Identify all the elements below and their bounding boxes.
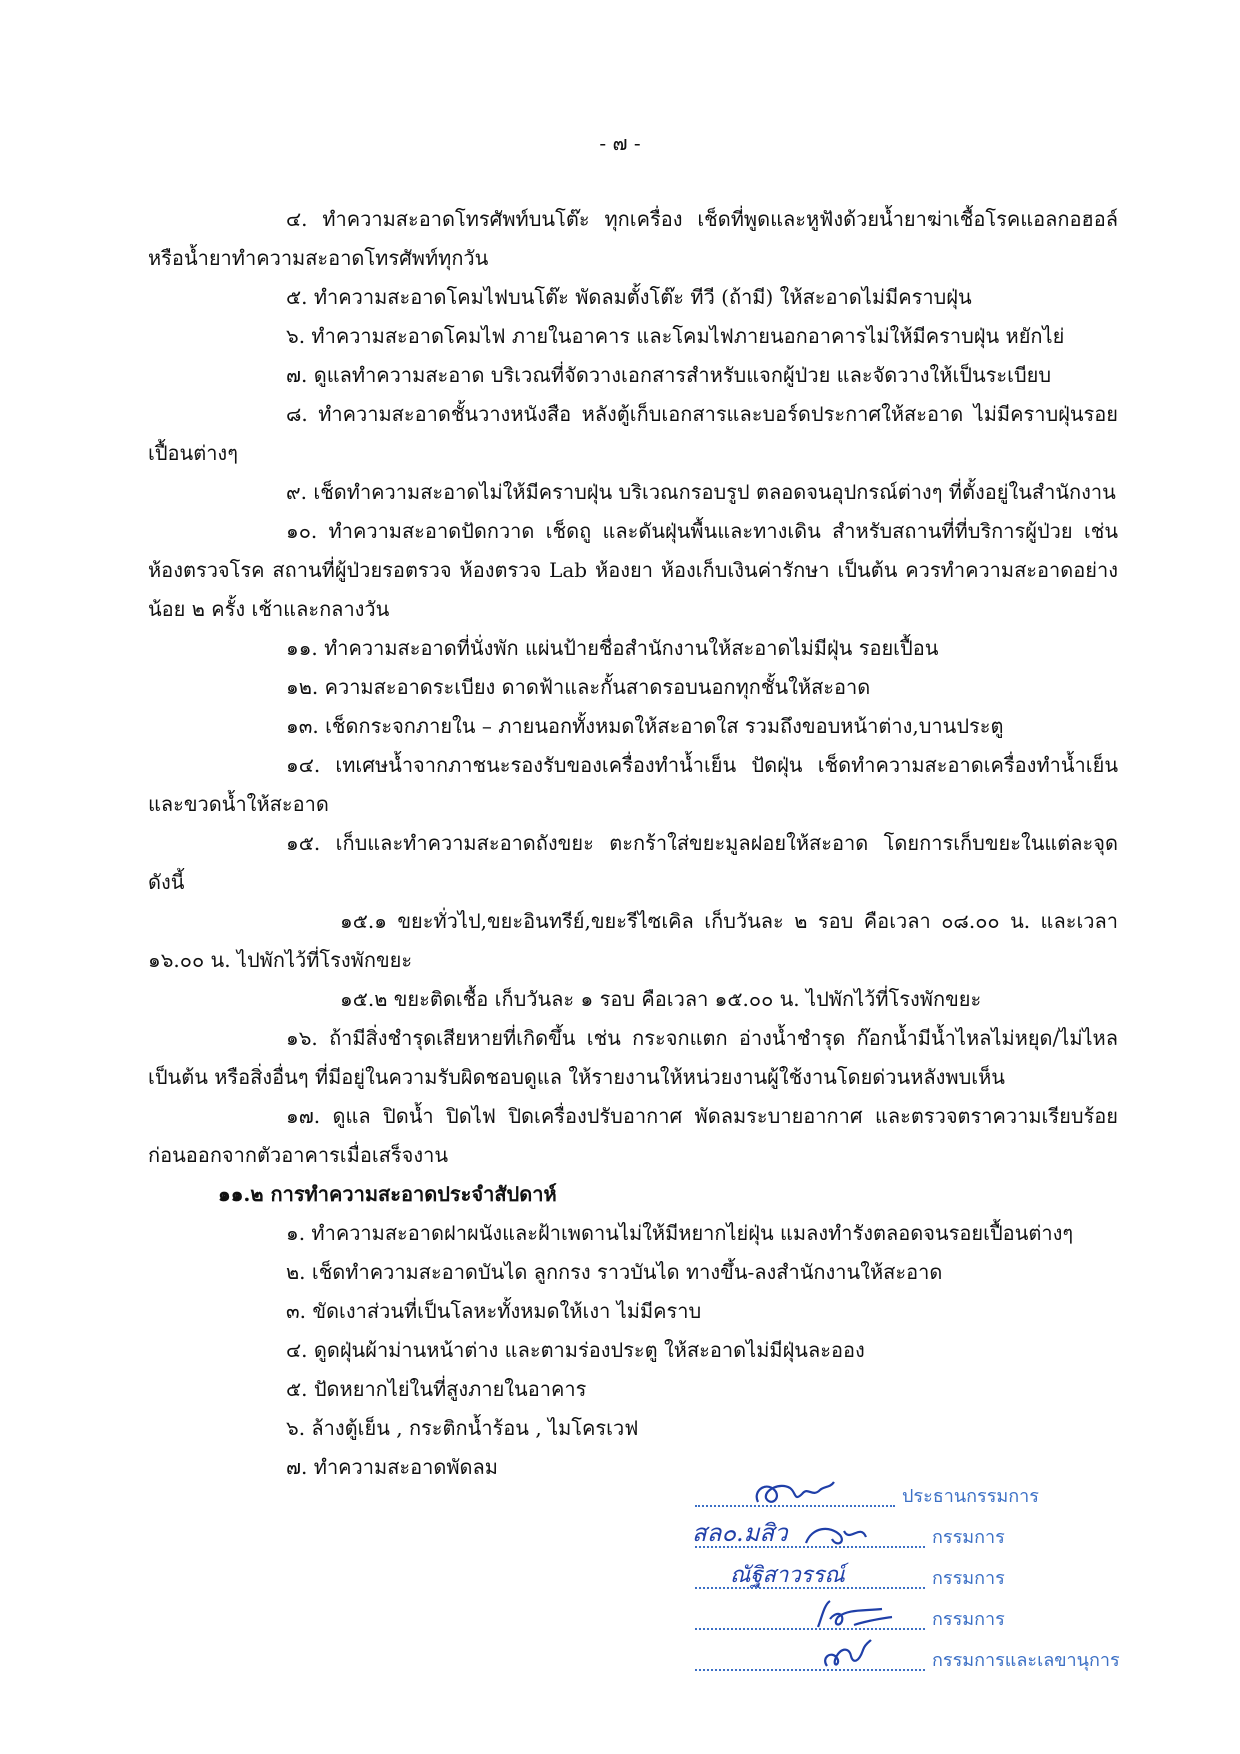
signature-row <box>690 1516 1120 1557</box>
sub-list-item: ๑๕.๑ ขยะทั่วไป,ขยะอินทรีย์,ขยะรีไซเคิล เก็บวันละ ๒ รอบ คือเวลา ๐๘.๐๐ น. และเวลา ๑๖.๐๐ น. ไปพักไว้ที่โรงพักขยะ <box>148 909 1118 972</box>
list-item: ๘. ทำความสะอาดชั้นวางหนังสือ หลังตู้เก็บเอกสารและบอร์ดประกาศให้สะอาด ไม่มีคราบฝุ่นรอยเปื้อนต่างๆ <box>148 402 1118 465</box>
list-item: ๗. ดูแลทำความสะอาด บริเวณที่จัดวางเอกสารสำหรับแจกผู้ป่วย และจัดวางให้เป็นระเบียบ <box>286 363 1052 387</box>
list-item: ๖. ทำความสะอาดโคมไฟ ภายในอาคาร และโคมไฟภายนอกอาคารไม่ให้มีคราบฝุ่น หยักไย่ <box>286 324 1065 348</box>
list-item: ๑๓. เช็ดกระจกภายใน – ภายนอกทั้งหมดให้สะอาดใส รวมถึงขอบหน้าต่าง,บานประตู <box>286 714 1004 738</box>
signature-title: กรรมการ <box>932 1527 1005 1548</box>
signature-line <box>695 1669 925 1671</box>
list-item: ๔. ทำความสะอาดโทรศัพท์บนโต๊ะ ทุกเครื่อง เช็ดที่พูดและหูฟังด้วยน้ำยาฆ่าเชื้อโรคแอลกอฮอล์ หรือน้ำยาทำความสะอาดโทรศัพท์ทุกวัน <box>148 207 1118 270</box>
signature-line <box>695 1546 925 1548</box>
signature-row <box>690 1475 1120 1516</box>
signature-line <box>695 1505 895 1507</box>
signature-row <box>690 1557 1120 1598</box>
sub-list-item: ๑๕.๒ ขยะติดเชื้อ เก็บวันละ ๑ รอบ คือเวลา ๑๕.๐๐ น. ไปพักไว้ที่โรงพักขยะ <box>340 987 982 1011</box>
list-item: ๑๔. เทเศษน้ำจากภาชนะรองรับของเครื่องทำน้ำเย็น ปัดฝุ่น เช็ดทำความสะอาดเครื่องทำน้ำเย็นและขวดน้ำให้สะอาด <box>148 753 1118 816</box>
signature-row <box>690 1639 1120 1680</box>
svg-text:ณัฐิสาวรรณ์: ณัฐิสาวรรณ์ <box>730 1563 845 1588</box>
weekly-list-item: ๖. ล้างตู้เย็น , กระติกน้ำร้อน , ไมโครเวฟ <box>286 1416 639 1440</box>
page-number: - ๗ - <box>599 131 641 155</box>
signature-line <box>695 1587 925 1589</box>
list-item: ๙. เช็ดทำความสะอาดไม่ให้มีคราบฝุ่น บริเวณกรอบรูป ตลอดจนอุปกรณ์ต่างๆ ที่ตั้งอยู่ในสำนักงาน <box>286 480 1116 504</box>
weekly-list-item: ๔. ดูดฝุ่นผ้าม่านหน้าต่าง และตามร่องประตู ให้สะอาดไม่มีฝุ่นละออง <box>286 1338 865 1362</box>
section-heading: ๑๑.๒ การทำความสะอาดประจำสัปดาห์ <box>218 1182 557 1206</box>
list-item: ๑๐. ทำความสะอาดปัดกวาด เช็ดถู และดันฝุ่นพื้นและทางเดิน สำหรับสถานที่ที่บริการผู้ป่วย เช่น ห้องตรวจโรค สถานที่ผู้ป่วยรอตรวจ ห้องตรวจ Lab ห้องยา ห้องเก็บเงินค่ารักษา เป็นต้น ควรทำความสะอาดอย่างน้อย ๒ ครั้ง เช้าและกลางวัน <box>148 519 1118 621</box>
weekly-list-item: ๒. เช็ดทำความสะอาดบันได ลูกกรง ราวบันได ทางขึ้น-ลงสำนักงานให้สะอาด <box>286 1260 943 1284</box>
signature-title: กรรมการ <box>932 1609 1005 1630</box>
weekly-list-item: ๕. ปัดหยากไย่ในที่สูงภายในอาคาร <box>286 1377 587 1401</box>
signature-row <box>690 1598 1120 1639</box>
list-item: ๑๗. ดูแล ปิดน้ำ ปิดไฟ ปิดเครื่องปรับอากาศ พัดลมระบายอากาศ และตรวจตราความเรียบร้อยก่อนออกจากตัวอาคารเมื่อเสร็จงาน <box>148 1104 1118 1167</box>
list-item: ๑๖. ถ้ามีสิ่งชำรุดเสียหายที่เกิดขึ้น เช่น กระจกแตก อ่างน้ำชำรุด ก๊อกน้ำมีน้ำไหลไม่หยุด/ไม่ไหล เป็นต้น หรือสิ่งอื่นๆ ที่มีอยู่ในความรับผิดชอบดูแล ให้รายงานให้หน่วยงานผู้ใช้งานโดยด่วนหลังพบเห็น <box>148 1026 1118 1089</box>
list-item: ๑๑. ทำความสะอาดที่นั่งพัก แผ่นป้ายชื่อสำนักงานให้สะอาดไม่มีฝุ่น รอยเปื้อน <box>286 636 939 660</box>
signature-title: ประธานกรรมการ <box>902 1486 1039 1507</box>
weekly-list-item: ๓. ขัดเงาส่วนที่เป็นโลหะทั้งหมดให้เงา ไม่มีคราบ <box>286 1299 702 1323</box>
document-body <box>148 200 1118 1487</box>
svg-text:สล๐.มสิว: สล๐.มสิว <box>692 1519 788 1547</box>
signature-line <box>695 1628 925 1630</box>
weekly-list-item: ๑. ทำความสะอาดฝาผนังและฝ้าเพดานไม่ให้มีหยากไย่ฝุ่น แมลงทำรังตลอดจนรอยเปื้อนต่างๆ <box>286 1221 1074 1245</box>
weekly-list-item: ๗. ทำความสะอาดพัดลม <box>286 1455 498 1479</box>
list-item: ๕. ทำความสะอาดโคมไฟบนโต๊ะ พัดลมตั้งโต๊ะ ทีวี (ถ้ามี) ให้สะอาดไม่มีคราบฝุ่น <box>286 285 972 309</box>
signature-block <box>690 1475 1120 1680</box>
list-item: ๑๕. เก็บและทำความสะอาดถังขยะ ตะกร้าใส่ขยะมูลฝอยให้สะอาด โดยการเก็บขยะในแต่ละจุดดังนี้ <box>148 831 1118 894</box>
signature-title: กรรมการและเลขานุการ <box>932 1650 1120 1671</box>
signature-title: กรรมการ <box>932 1568 1005 1589</box>
list-item: ๑๒. ความสะอาดระเบียง ดาดฟ้าและกั้นสาดรอบนอกทุกชั้นให้สะอาด <box>286 675 871 699</box>
